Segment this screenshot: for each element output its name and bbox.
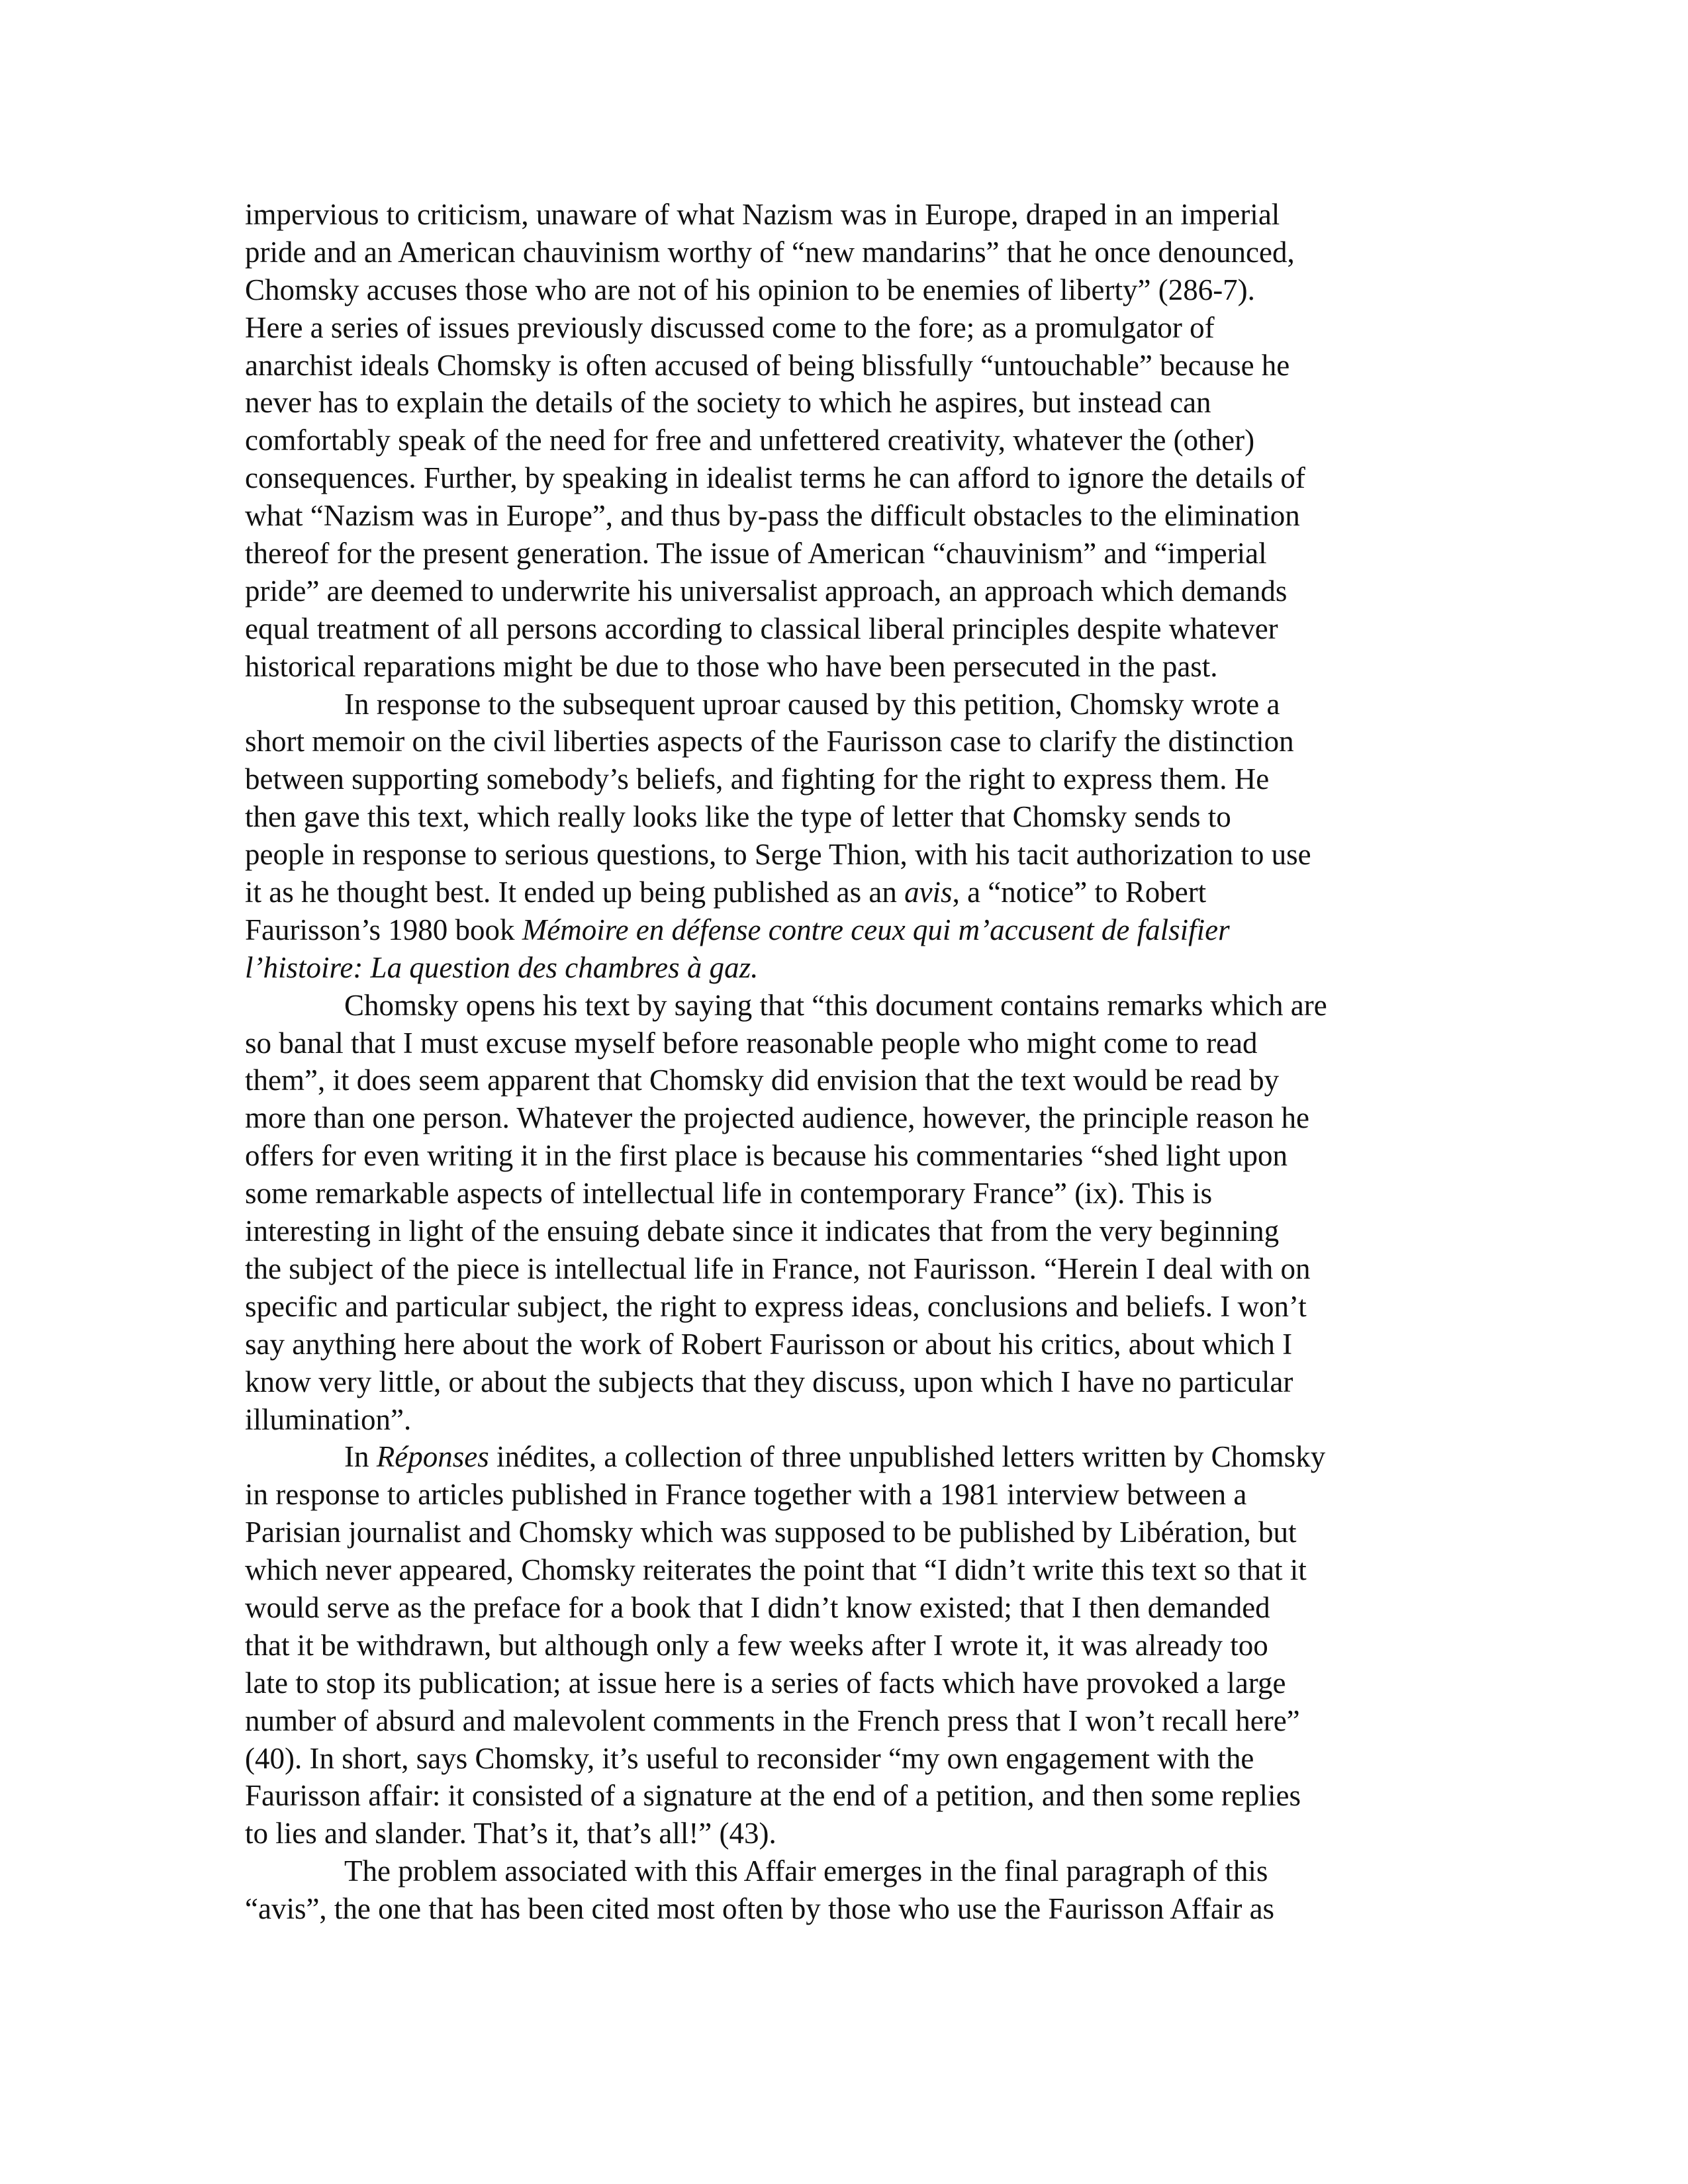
text-segment: Chomsky accuses those who are not of his opinion to be enemies of liberty” (286-7). [245, 273, 1255, 306]
italic-text: Réponses [376, 1440, 489, 1474]
text-line [245, 874, 1436, 911]
italic-text: l’histoire: La question des chambres à gaz. [245, 950, 759, 984]
text-segment: late to stop its publication; at issue here is a series of facts which have provoked a large [245, 1666, 1286, 1700]
paragraph [245, 1852, 1436, 1928]
text-segment: pride” are deemed to underwrite his universalist approach, an approach which demands [245, 574, 1288, 608]
text-segment: historical reparations might be due to those who have been persecuted in the past. [245, 649, 1218, 683]
text-line [245, 610, 1436, 648]
text-line [245, 347, 1436, 385]
text-line [245, 1062, 1436, 1099]
text-line [245, 686, 1436, 723]
text-line [245, 1326, 1436, 1363]
italic-text: avis [904, 876, 953, 909]
text-segment: Faurisson’s 1980 book [245, 913, 522, 946]
text-line [245, 1175, 1436, 1212]
text-segment: offers for even writing it in the first place is because his commentaries “shed light upon [245, 1139, 1288, 1173]
text-segment: consequences. Further, by speaking in idealist terms he can afford to ignore the details of [245, 461, 1305, 495]
text-segment: inédites, a collection of three unpublished letters written by Chomsky [489, 1440, 1326, 1474]
text-line [245, 1024, 1436, 1062]
text-line [245, 309, 1436, 347]
text-segment: (40). In short, says Chomsky, it’s useful to reconsider “my own engagement with the [245, 1741, 1254, 1775]
text-segment: what “Nazism was in Europe”, and thus by-pass the difficult obstacles to the elimination [245, 499, 1300, 533]
text-segment: Faurisson affair: it consisted of a signature at the end of a petition, and then some replies [245, 1779, 1301, 1813]
text-line [245, 1438, 1436, 1476]
text-line [245, 1852, 1436, 1890]
text-segment: impervious to criticism, unaware of what Nazism was in Europe, draped in an imperial [245, 198, 1280, 231]
text-segment: In [344, 1440, 377, 1474]
text-segment: which never appeared, Chomsky reiterates the point that “I didn’t write this text so that it [245, 1553, 1307, 1587]
text-segment: comfortably speak of the need for free and unfettered creativity, whatever the (other) [245, 424, 1255, 457]
text-line [245, 1702, 1436, 1740]
text-line [245, 1815, 1436, 1852]
text-segment: Chomsky opens his text by saying that “this document contains remarks which are [344, 988, 1327, 1022]
text-line [245, 1250, 1436, 1288]
text-segment: the subject of the piece is intellectual life in France, not Faurisson. “Herein I deal with on [245, 1251, 1311, 1285]
text-line [245, 1212, 1436, 1250]
text-segment: In response to the subsequent uproar caused by this petition, Chomsky wrote a [344, 687, 1280, 721]
paragraph [245, 1438, 1436, 1852]
text-line [245, 1137, 1436, 1175]
text-segment: them”, it does seem apparent that Chomsky did envision that the text would be read by [245, 1064, 1280, 1097]
text-segment: Parisian journalist and Chomsky which was supposed to be published by Libération, but [245, 1516, 1297, 1549]
body-text [245, 196, 1436, 1928]
text-segment: short memoir on the civil liberties aspects of the Faurisson case to clarify the distinction [245, 725, 1294, 758]
text-line [245, 1514, 1436, 1551]
text-segment: “avis”, the one that has been cited most often by those who use the Faurisson Affair as [245, 1892, 1275, 1926]
text-line [245, 1890, 1436, 1928]
text-line [245, 271, 1436, 309]
text-line [245, 1288, 1436, 1326]
text-line [245, 987, 1436, 1024]
text-line [245, 760, 1436, 798]
text-segment: thereof for the present generation. The issue of American “chauvinism” and “imperial [245, 537, 1267, 570]
text-segment: would serve as the preface for a book that I didn’t know existed; that I then demanded [245, 1590, 1270, 1624]
text-segment: specific and particular subject, the right to express ideas, conclusions and beliefs. I won’t [245, 1289, 1307, 1323]
text-line [245, 497, 1436, 535]
text-line [245, 1740, 1436, 1778]
paragraph [245, 987, 1436, 1439]
text-segment: pride and an American chauvinism worthy of “new mandarins” that he once denounced, [245, 235, 1295, 269]
text-line [245, 1664, 1436, 1702]
text-segment: never has to explain the details of the society to which he aspires, but instead can [245, 386, 1211, 420]
text-segment: , a “notice” to Robert [952, 876, 1207, 909]
italic-text: Mémoire en défense contre ceux qui m’accusent de falsifier [522, 913, 1230, 946]
text-segment: know very little, or about the subjects that they discuss, upon which I have no particular [245, 1365, 1293, 1398]
paragraph [245, 686, 1436, 987]
text-line [245, 1551, 1436, 1589]
text-segment: The problem associated with this Affair emerges in the final paragraph of this [344, 1854, 1268, 1888]
text-segment: between supporting somebody’s beliefs, and fighting for the right to express them. He [245, 762, 1270, 796]
text-line [245, 422, 1436, 459]
text-segment: Here a series of issues previously discussed come to the fore; as a promulgator of [245, 310, 1215, 344]
text-segment: interesting in light of the ensuing debate since it indicates that from the very beginning [245, 1214, 1280, 1248]
text-line [245, 572, 1436, 610]
text-line [245, 1627, 1436, 1664]
text-segment: it as he thought best. It ended up being published as an [245, 876, 905, 909]
text-segment: equal treatment of all persons according to classical liberal principles despite whatever [245, 612, 1278, 645]
text-segment: to lies and slander. That’s it, that’s all!” (43). [245, 1817, 776, 1850]
text-line [245, 723, 1436, 760]
text-segment: anarchist ideals Chomsky is often accused of being blissfully “untouchable” because he [245, 348, 1290, 382]
text-segment: some remarkable aspects of intellectual life in contemporary France” (ix). This is [245, 1177, 1213, 1210]
text-line [245, 1589, 1436, 1627]
text-segment: number of absurd and malevolent comments in the French press that I won’t recall here” [245, 1704, 1300, 1737]
text-line [245, 1777, 1436, 1815]
text-line [245, 535, 1436, 572]
text-segment: more than one person. Whatever the projected audience, however, the principle reason he [245, 1101, 1309, 1135]
text-line [245, 648, 1436, 686]
text-segment: people in response to serious questions, to Serge Thion, with his tacit authorization to use [245, 838, 1311, 872]
paragraph [245, 196, 1436, 686]
text-line [245, 1099, 1436, 1137]
text-line [245, 836, 1436, 874]
text-segment: so banal that I must excuse myself before reasonable people who might come to read [245, 1026, 1258, 1060]
text-line [245, 911, 1436, 949]
text-segment: illumination”. [245, 1402, 412, 1436]
text-line [245, 798, 1436, 836]
text-segment: say anything here about the work of Robert Faurisson or about his critics, about which I [245, 1327, 1293, 1361]
text-line [245, 196, 1436, 234]
text-line [245, 1401, 1436, 1439]
text-segment: then gave this text, which really looks like the type of letter that Chomsky sends to [245, 800, 1231, 834]
text-line [245, 1363, 1436, 1401]
text-line [245, 234, 1436, 271]
text-line [245, 1476, 1436, 1514]
text-segment: that it be withdrawn, but although only a few weeks after I wrote it, it was already too [245, 1628, 1268, 1662]
text-line [245, 384, 1436, 422]
text-line [245, 949, 1436, 987]
text-line [245, 459, 1436, 497]
text-segment: in response to articles published in France together with a 1981 interview between a [245, 1478, 1247, 1512]
